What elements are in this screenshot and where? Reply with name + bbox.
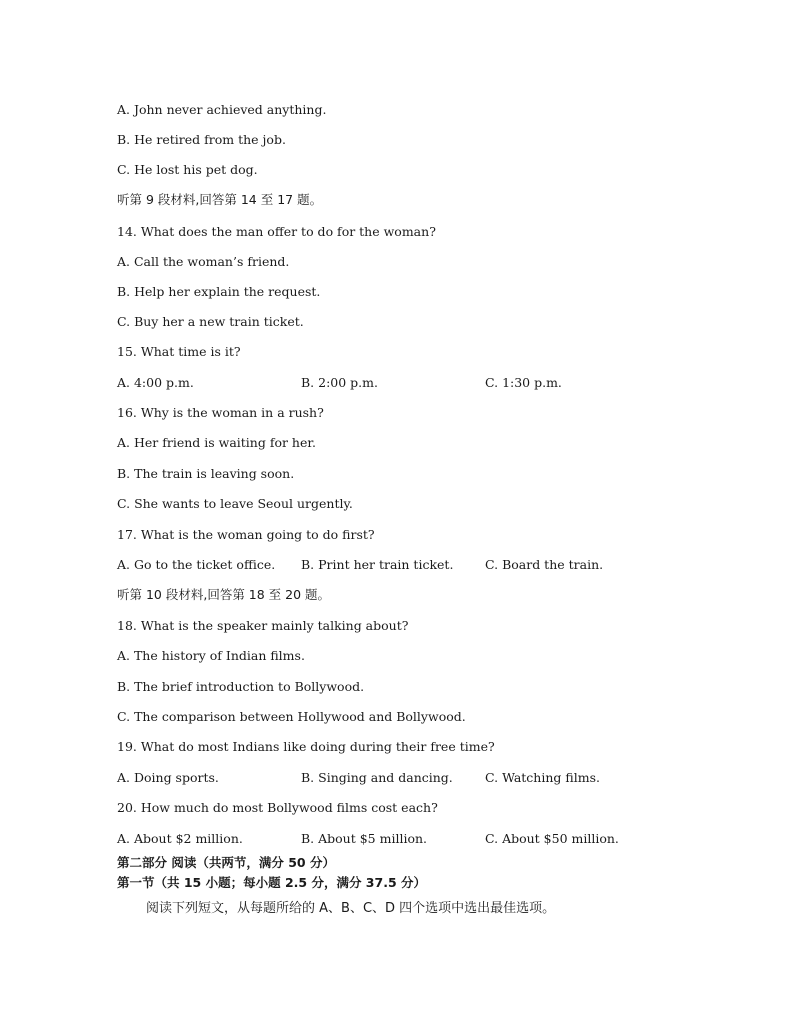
q17-option-a: A. Go to the ticket office. bbox=[117, 557, 276, 572]
q19-option-b: B. Singing and dancing. bbox=[301, 770, 453, 785]
q16-option-a: A. Her friend is waiting for her. bbox=[117, 435, 316, 450]
q19-question: 19. What do most Indians like doing during their free time? bbox=[117, 739, 495, 754]
q20-option-a: A. About $2 million. bbox=[117, 831, 243, 846]
q13-option-c: C. He lost his pet dog. bbox=[117, 162, 258, 177]
q14-option-c: C. Buy her a new train ticket. bbox=[117, 314, 304, 329]
q16-option-c: C. She wants to leave Seoul urgently. bbox=[117, 496, 353, 511]
q17-option-b: B. Print her train ticket. bbox=[301, 557, 454, 572]
q18-option-b: B. The brief introduction to Bollywood. bbox=[117, 679, 365, 694]
q15-option-c: C. 1:30 p.m. bbox=[485, 375, 562, 390]
part-2-section-1-heading: 第一节（共 15 小题；每小题 2.5 分，满分 37.5 分） bbox=[117, 875, 426, 890]
q14-option-a: A. Call the woman’s friend. bbox=[117, 254, 290, 269]
part-2-heading: 第二部分 阅读（共两节，满分 50 分） bbox=[117, 855, 335, 870]
q15-option-b: B. 2:00 p.m. bbox=[301, 375, 378, 390]
q20-question: 20. How much do most Bollywood films cost each? bbox=[117, 800, 438, 815]
q17-option-c: C. Board the train. bbox=[485, 557, 604, 572]
section-10-instruction: 听第 10 段材料,回答第 18 至 20 题。 bbox=[117, 587, 331, 602]
q15-question: 15. What time is it? bbox=[117, 344, 241, 359]
q13-option-b: B. He retired from the job. bbox=[117, 132, 286, 147]
q18-option-a: A. The history of Indian films. bbox=[117, 648, 305, 663]
q16-question: 16. Why is the woman in a rush? bbox=[117, 405, 324, 420]
reading-instructions: 阅读下列短文，从每题所给的 A、B、C、D 四个选项中选出最佳选项。 bbox=[146, 901, 556, 916]
q15-option-a: A. 4:00 p.m. bbox=[117, 375, 194, 390]
q19-option-a: A. Doing sports. bbox=[117, 770, 219, 785]
q14-question: 14. What does the man offer to do for the woman? bbox=[117, 224, 436, 239]
q20-option-c: C. About $50 million. bbox=[485, 831, 619, 846]
q20-option-b: B. About $5 million. bbox=[301, 831, 428, 846]
q19-option-c: C. Watching films. bbox=[485, 770, 600, 785]
q17-question: 17. What is the woman going to do first? bbox=[117, 527, 375, 542]
q14-option-b: B. Help her explain the request. bbox=[117, 284, 321, 299]
section-9-instruction: 听第 9 段材料,回答第 14 至 17 题。 bbox=[117, 192, 323, 207]
q18-question: 18. What is the speaker mainly talking about? bbox=[117, 618, 409, 633]
q13-option-a: A. John never achieved anything. bbox=[117, 102, 327, 117]
q16-option-b: B. The train is leaving soon. bbox=[117, 466, 295, 481]
q18-option-c: C. The comparison between Hollywood and Bollywood. bbox=[117, 709, 466, 724]
